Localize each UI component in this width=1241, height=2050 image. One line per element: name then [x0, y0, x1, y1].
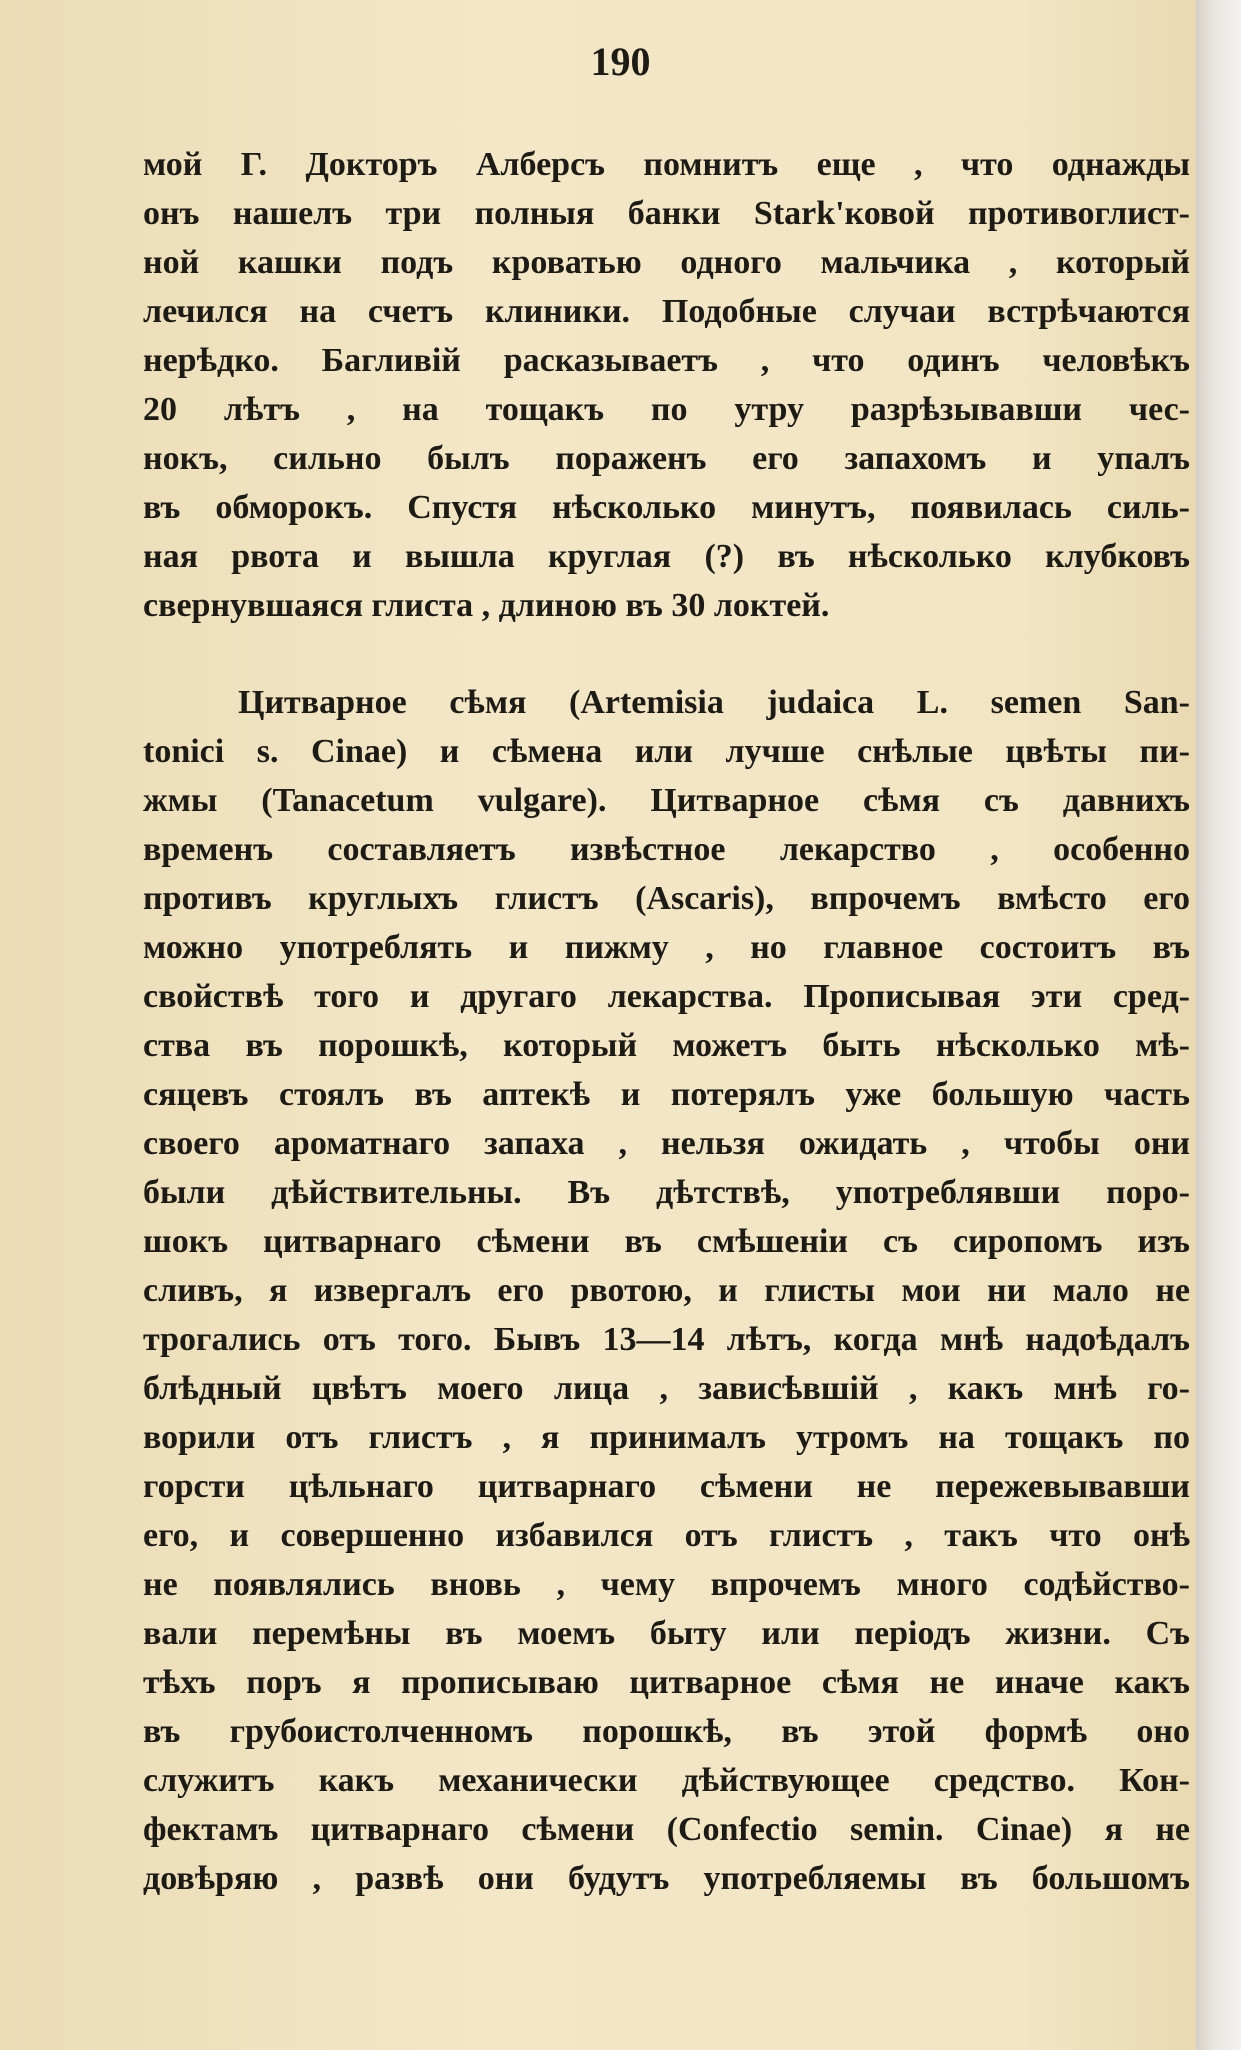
text-line: фектамъ цитварнаго сѣмени (Confectio semin. Cinae) я не	[143, 1811, 1190, 1848]
text-line: его, и совершенно избавился отъ глистъ , такъ что онѣ	[143, 1517, 1190, 1554]
text-line: блѣдный цвѣтъ моего лица , зависѣвшій , какъ мнѣ го-	[143, 1370, 1190, 1407]
text-line: въ грубоистолченномъ порошкѣ, въ этой формѣ оно	[143, 1713, 1190, 1750]
text-line: не появлялись вновь , чему впрочемъ много содѣйство-	[143, 1566, 1190, 1603]
text-line: горсти цѣльнаго цитварнаго сѣмени не пережевывавши	[143, 1468, 1190, 1505]
text-line: сливъ, я извергалъ его рвотою, и глисты мои ни мало не	[143, 1272, 1190, 1309]
page-number: 190	[590, 39, 651, 84]
text-line: ства въ порошкѣ, который можетъ быть нѣсколько мѣ-	[143, 1027, 1190, 1064]
text-line: тѣхъ поръ я прописываю цитварное сѣмя не иначе какъ	[143, 1664, 1190, 1701]
text-line: шокъ цитварнаго сѣмени въ смѣшеніи съ сиропомъ изъ	[143, 1223, 1190, 1260]
text-line: довѣряю , развѣ они будутъ употребляемы въ большомъ	[143, 1860, 1190, 1897]
text-line: свернувшаяся глиста , длиною въ 30 локтей.	[143, 587, 830, 624]
text-line: были дѣйствительны. Въ дѣтствѣ, употреблявши поро-	[143, 1174, 1190, 1211]
text-line: нокъ, сильно былъ пораженъ его запахомъ и упалъ	[143, 440, 1190, 477]
page-text	[143, 140, 1190, 1903]
text-line: жмы (Tanacetum vulgare). Цитварное сѣмя съ давнихъ	[143, 782, 1190, 819]
page-edge	[1196, 0, 1241, 2050]
text-line: своего ароматнаго запаха , нельзя ожидать , чтобы они	[143, 1125, 1190, 1162]
text-line: противъ круглыхъ глистъ (Ascaris), впрочемъ вмѣсто его	[143, 880, 1190, 917]
text-line: трогались отъ того. Бывъ 13—14 лѣтъ, когда мнѣ надоѣдалъ	[143, 1321, 1190, 1358]
text-line: ная рвота и вышла круглая (?) въ нѣсколько клубковъ	[143, 538, 1190, 575]
text-line: служитъ какъ механически дѣйствующее средство. Кон-	[143, 1762, 1190, 1799]
text-line: мой Г. Докторъ Алберсъ помнитъ еще , что однажды	[143, 146, 1190, 183]
paragraph-gap	[143, 630, 1190, 678]
text-line: Цитварное сѣмя (Artemisia judaica L. semen San-	[238, 684, 1190, 721]
text-line: 20 лѣтъ , на тощакъ по утру разрѣзывавши чес-	[143, 391, 1190, 428]
text-line: сяцевъ стоялъ въ аптекѣ и потерялъ уже большую часть	[143, 1076, 1190, 1113]
text-line: можно употреблять и пижму , но главное состоитъ въ	[143, 929, 1190, 966]
text-line: свойствѣ того и другаго лекарства. Прописывая эти сред-	[143, 978, 1190, 1015]
text-line: нерѣдко. Багливій расказываетъ , что одинъ человѣкъ	[143, 342, 1190, 379]
text-line: лечился на счетъ клиники. Подобные случаи встрѣчаются	[143, 293, 1190, 330]
text-line: ворили отъ глистъ , я принималъ утромъ на тощакъ по	[143, 1419, 1190, 1456]
text-line: временъ составляетъ извѣстное лекарство , особенно	[143, 831, 1190, 868]
text-line: ной кашки подъ кроватью одного мальчика , который	[143, 244, 1190, 281]
text-line: онъ нашелъ три полныя банки Stark'ковой противоглист-	[143, 195, 1190, 232]
text-line: tonici s. Cinae) и сѣмена или лучше снѣлые цвѣты пи-	[143, 733, 1190, 770]
text-line: вали перемѣны въ моемъ быту или періодъ жизни. Съ	[143, 1615, 1190, 1652]
text-line: въ обморокъ. Спустя нѣсколько минутъ, появилась силь-	[143, 489, 1190, 526]
